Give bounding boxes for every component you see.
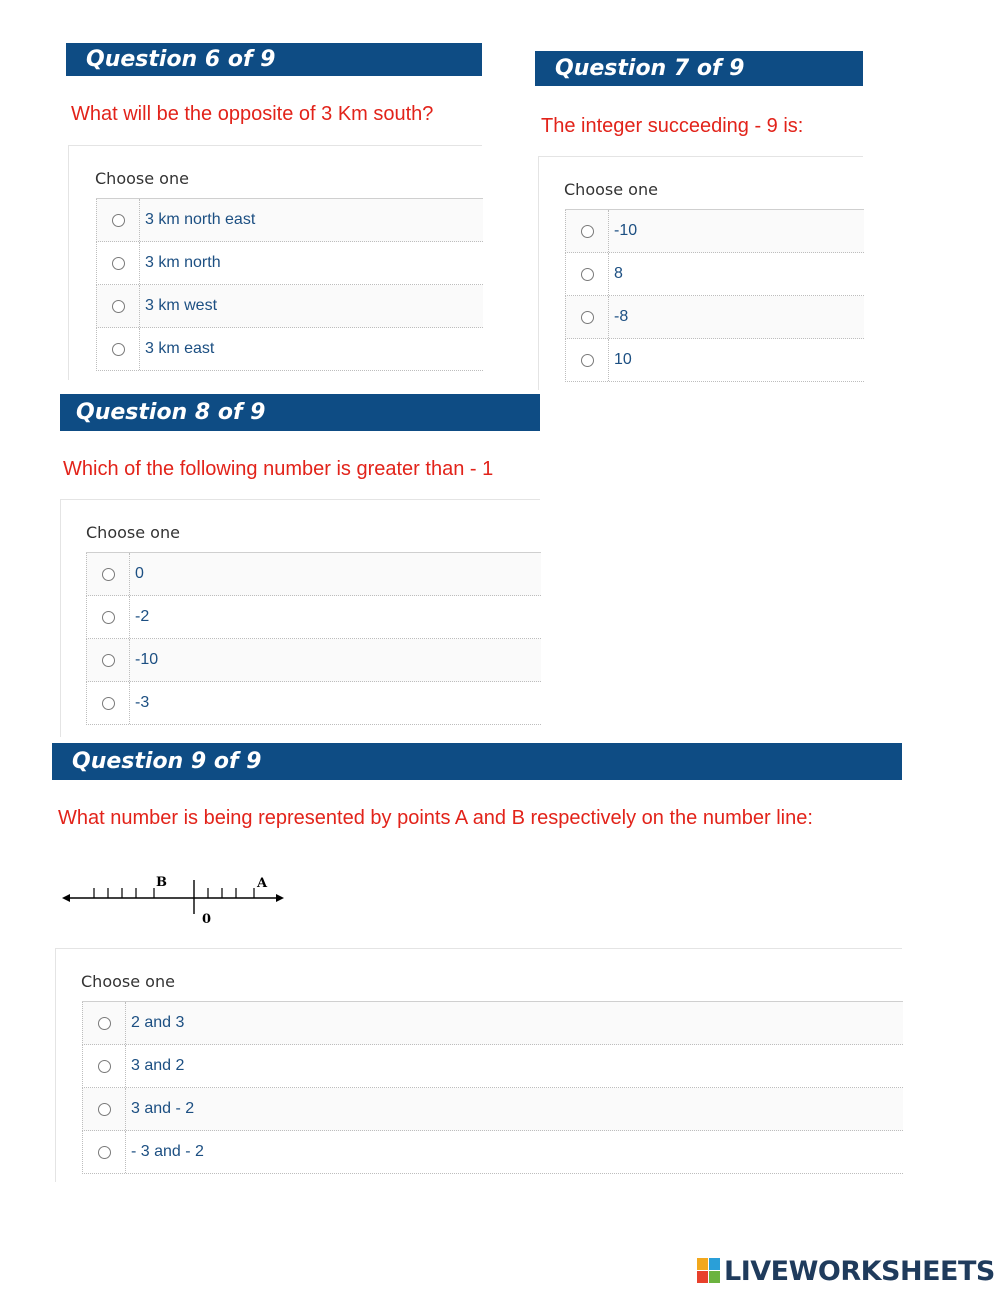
option-row[interactable] xyxy=(565,253,864,296)
radio-button[interactable] xyxy=(98,1146,111,1159)
choose-one-label: Choose one xyxy=(95,169,189,188)
option-row[interactable] xyxy=(82,1045,903,1088)
question-7-choices xyxy=(538,156,863,390)
radio-button[interactable] xyxy=(581,354,594,367)
liveworksheets-brand-text: LIVEWORKSHEETS xyxy=(724,1255,995,1287)
option-row[interactable] xyxy=(565,339,864,382)
number-line xyxy=(62,875,284,927)
radio-button[interactable] xyxy=(98,1017,111,1030)
radio-cell xyxy=(83,1131,126,1173)
radio-cell xyxy=(87,596,130,638)
radio-cell xyxy=(97,285,140,327)
option-label: 3 and 2 xyxy=(131,1057,185,1074)
radio-button[interactable] xyxy=(102,611,115,624)
option-label: 3 km north xyxy=(145,254,221,271)
option-list xyxy=(565,209,864,382)
option-label: 3 and - 2 xyxy=(131,1100,195,1117)
radio-cell xyxy=(97,328,140,370)
choose-one-label: Choose one xyxy=(81,972,175,991)
radio-button[interactable] xyxy=(98,1103,111,1116)
point-a-label: A xyxy=(257,876,268,891)
option-label: -3 xyxy=(135,694,150,711)
radio-button[interactable] xyxy=(98,1060,111,1073)
option-label: -10 xyxy=(614,222,638,239)
liveworksheets-logo-icon xyxy=(697,1258,721,1284)
radio-button[interactable] xyxy=(102,697,115,710)
choose-one-label: Choose one xyxy=(86,523,180,542)
option-label: 10 xyxy=(614,351,632,368)
radio-cell xyxy=(566,210,609,252)
radio-cell xyxy=(566,339,609,381)
radio-button[interactable] xyxy=(581,268,594,281)
option-row[interactable] xyxy=(565,296,864,339)
option-row[interactable] xyxy=(565,210,864,253)
radio-cell xyxy=(87,553,130,595)
option-row[interactable] xyxy=(96,285,483,328)
radio-cell xyxy=(97,199,140,241)
radio-button[interactable] xyxy=(102,568,115,581)
option-row[interactable] xyxy=(96,242,483,285)
radio-button[interactable] xyxy=(581,311,594,324)
option-row[interactable] xyxy=(86,596,541,639)
option-label: -8 xyxy=(614,308,629,325)
question-6-header: Question 6 of 9 xyxy=(66,43,482,76)
option-label: -2 xyxy=(135,608,150,625)
option-label: -10 xyxy=(135,651,159,668)
option-label: 3 km east xyxy=(145,340,215,357)
option-row[interactable] xyxy=(96,328,483,371)
option-label: 3 km north east xyxy=(145,211,256,228)
radio-cell xyxy=(83,1002,126,1044)
option-label: 3 km west xyxy=(145,297,218,314)
question-9-choices xyxy=(55,948,902,1182)
option-row[interactable] xyxy=(86,639,541,682)
question-7-text: The integer succeeding - 9 is: xyxy=(541,115,804,137)
question-7-header: Question 7 of 9 xyxy=(535,51,863,86)
question-8-text: Which of the following number is greater than - 1 xyxy=(63,458,494,480)
question-8-header: Question 8 of 9 xyxy=(60,394,540,431)
radio-button[interactable] xyxy=(112,300,125,313)
radio-cell xyxy=(83,1088,126,1130)
question-8-choices xyxy=(60,499,540,737)
radio-button[interactable] xyxy=(112,214,125,227)
option-list xyxy=(96,198,483,371)
question-9-text: What number is being represented by points A and B respectively on the number line: xyxy=(58,807,813,829)
option-row[interactable] xyxy=(82,1088,903,1131)
radio-button[interactable] xyxy=(112,343,125,356)
radio-cell xyxy=(97,242,140,284)
option-row[interactable] xyxy=(96,199,483,242)
radio-cell xyxy=(87,639,130,681)
option-row[interactable] xyxy=(86,682,541,725)
option-row[interactable] xyxy=(82,1131,903,1174)
zero-label: 0 xyxy=(202,912,212,927)
option-label: 8 xyxy=(614,265,623,282)
radio-cell xyxy=(87,682,130,724)
left-arrow-icon xyxy=(62,894,70,902)
option-label: 0 xyxy=(135,565,144,582)
radio-button[interactable] xyxy=(581,225,594,238)
option-list xyxy=(86,552,541,725)
point-b-label: B xyxy=(156,875,167,890)
number-line-figure xyxy=(58,870,288,930)
choose-one-label: Choose one xyxy=(564,180,658,199)
question-6-choices xyxy=(68,145,482,380)
option-label: - 3 and - 2 xyxy=(131,1143,204,1160)
radio-button[interactable] xyxy=(112,257,125,270)
radio-cell xyxy=(83,1045,126,1087)
option-row[interactable] xyxy=(86,553,541,596)
option-list xyxy=(82,1001,903,1174)
option-row[interactable] xyxy=(82,1002,903,1045)
question-6-text: What will be the opposite of 3 Km south? xyxy=(71,103,434,125)
question-9-header: Question 9 of 9 xyxy=(52,743,902,780)
radio-button[interactable] xyxy=(102,654,115,667)
option-label: 2 and 3 xyxy=(131,1014,185,1031)
radio-cell xyxy=(566,296,609,338)
liveworksheets-logo xyxy=(697,1254,995,1288)
right-arrow-icon xyxy=(276,894,284,902)
radio-cell xyxy=(566,253,609,295)
